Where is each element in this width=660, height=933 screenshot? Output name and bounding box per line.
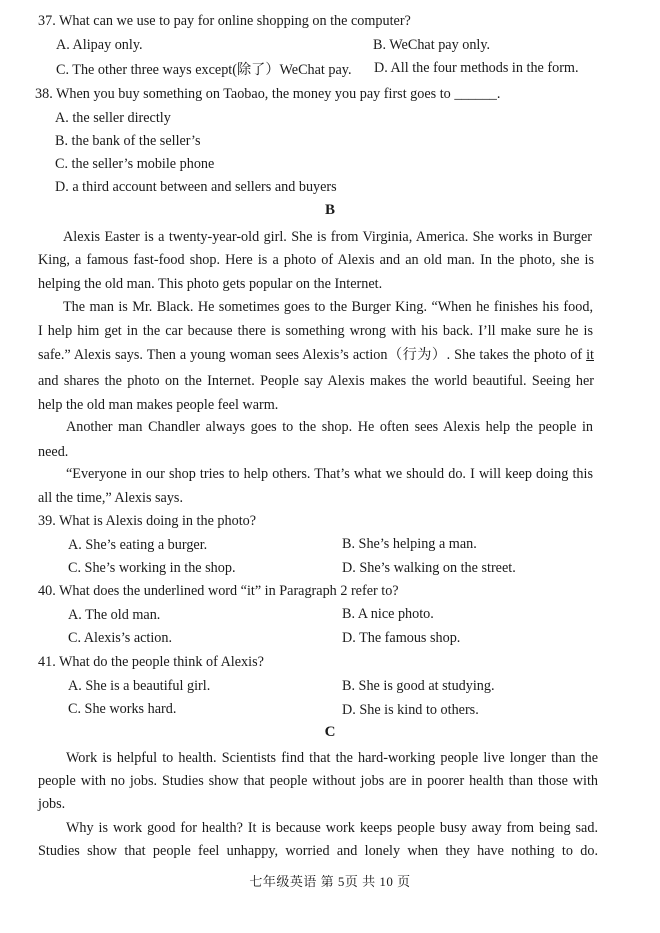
passage-b-line: and shares the photo on the Internet. People say Alexis makes the world beautiful. Seeing her: [38, 373, 594, 389]
q37-stem: 37. What can we use to pay for online shopping on the computer?: [38, 13, 411, 29]
passage-b-line: Alexis Easter is a twenty-year-old girl. She is from Virginia, America. She works in Burger: [63, 229, 592, 245]
q41-option-b: B. She is good at studying.: [342, 678, 495, 694]
q41-stem: 41. What do the people think of Alexis?: [38, 654, 264, 670]
underlined-word-it: it: [586, 347, 594, 363]
section-b-heading: B: [324, 202, 335, 218]
page-footer: 七年级英语 第 5页 共 10 页: [249, 874, 411, 889]
q38-stem: [35, 85, 500, 103]
passage-c-line: Why is work good for health? It is because work keeps people busy away from being sad.: [66, 820, 598, 836]
passage-b-line: all the time,” Alexis says.: [38, 490, 183, 506]
passage-b-line: [38, 346, 594, 364]
q37-option-a: A. Alipay only.: [56, 37, 143, 53]
passage-c-line: Work is helpful to health. Scientists find that the hard-working people live longer than the: [66, 750, 598, 766]
q40-option-b: B. A nice photo.: [342, 606, 434, 622]
q39-option-d: D. She’s walking on the street.: [342, 560, 516, 576]
q39-stem: 39. What is Alexis doing in the photo?: [38, 513, 257, 529]
q38-option-b: B. the bank of the seller’s: [55, 133, 201, 149]
q40-option-d: D. The famous shop.: [342, 630, 461, 646]
q38-stem-text: 38. When you buy something on Taobao, the money you pay first goes to: [35, 86, 455, 102]
q41-option-c: C. She works hard.: [68, 701, 177, 717]
q38-option-a: A. the seller directly: [55, 110, 171, 126]
q39-option-b: B. She’s helping a man.: [342, 536, 477, 552]
q40-option-c: C. Alexis’s action.: [68, 630, 173, 646]
passage-b-text: safe.” Alexis says. Then a young woman sees Alexis’s action（行为）. She takes the photo of: [38, 347, 587, 363]
section-c-heading: C: [324, 724, 336, 740]
q37-option-b: B. WeChat pay only.: [373, 37, 491, 53]
passage-b-line: need.: [38, 444, 69, 460]
passage-b-line: “Everyone in our shop tries to help others. That’s what we should do. I will keep doing this: [66, 466, 593, 482]
passage-b-line: help the old man makes people feel warm.: [38, 397, 279, 413]
q38-option-d: D. a third account between and sellers and buyers: [55, 179, 337, 195]
passage-b-line: helping the old man. This photo gets popular on the Internet.: [38, 276, 383, 292]
passage-b-line: Another man Chandler always goes to the shop. He often sees Alexis help the people in: [66, 419, 593, 435]
q41-option-a: A. She is a beautiful girl.: [68, 678, 211, 694]
q40-stem: 40. What does the underlined word “it” in Paragraph 2 refer to?: [38, 583, 399, 599]
passage-c-line: people with no jobs. Studies show that people without jobs are in poorer health than those with: [38, 773, 598, 789]
q39-option-a: A. She’s eating a burger.: [68, 537, 208, 553]
q39-option-c: C. She’s working in the shop.: [68, 560, 236, 576]
passage-c-line: jobs.: [38, 796, 66, 812]
q37-option-c: C. The other three ways except(除了）WeChat pay.: [56, 62, 352, 78]
q40-option-a: A. The old man.: [68, 607, 161, 623]
q38-answer-blank: ______: [454, 86, 497, 102]
passage-b-line: King, a famous fast-food shop. Here is a photo of Alexis and an old man. In the photo, she is: [38, 252, 594, 268]
q38-stem-end: .: [496, 86, 501, 102]
passage-b-line: I help him get in the car because there is something wrong with his back. I’ll make sure he is: [38, 323, 593, 339]
q38-option-c: C. the seller’s mobile phone: [55, 156, 215, 172]
q37-option-d: D. All the four methods in the form.: [374, 60, 579, 76]
passage-b-line: The man is Mr. Black. He sometimes goes to the Burger King. “When he finishes his food,: [63, 299, 593, 315]
passage-c-line: Studies show that people feel unhappy, worried and lonely when they have nothing to do.: [38, 843, 598, 859]
q41-option-d: D. She is kind to others.: [342, 702, 479, 718]
